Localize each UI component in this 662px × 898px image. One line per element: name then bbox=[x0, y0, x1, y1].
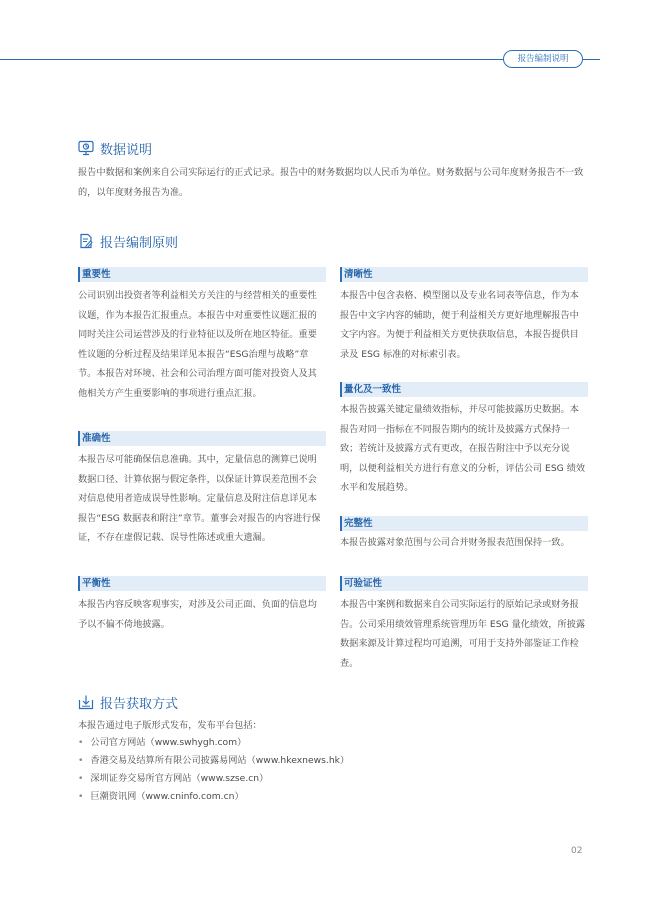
principles-title: 报告编制原则 bbox=[100, 235, 179, 251]
principle-tag-quantitative: 量化及一致性 bbox=[340, 382, 588, 397]
page-number: 02 bbox=[571, 846, 583, 856]
principle-text-completeness: 本报告披露对象范围与公司合并财务报表范围保持一致。 bbox=[340, 537, 570, 548]
list-item bbox=[78, 770, 349, 788]
principle-tag-completeness: 完整性 bbox=[340, 516, 588, 531]
principle-tag-verifiability: 可验证性 bbox=[340, 576, 588, 591]
access-heading bbox=[78, 692, 178, 712]
data-section-body: 报告中数据和案例来自公司实际运行的正式记录。报告中的财务数据均以人民币为单位。财务数据与公司年度财务报告不一致的，以年度财务报告为准。 bbox=[78, 167, 584, 198]
section-tag: 报告编制说明 bbox=[503, 50, 583, 68]
bullet-icon: • bbox=[78, 773, 84, 784]
principle-text-materiality: 公司识别出投资者等利益相关方关注的与经营相关的重要性议题，作为本报告汇报重点。本报告中对重要性议题汇报的同时关注公司运营涉及的行业特征以及所在地区特征。重要性议题的分析过程及结果详见本报告“ESG治理与战略”章节。本报告对环境、社会和公司治理方面可能对投资人及其他相关方产生重要影响的事项进行重点汇报。 bbox=[78, 290, 317, 399]
principle-tag-materiality: 重要性 bbox=[78, 267, 326, 282]
principle-text-accuracy: 本报告尽可能确保信息准确。其中，定量信息的测算已说明数据口径、计算依据与假定条件，以保证计算误差范围不会对信息使用者造成误导性影响。定量信息及附注信息详见本报告“ESG 数据表和附注”章节。董事会对报告的内容进行保证，不存在虚假记载、误导性陈述或重大遗漏。 bbox=[78, 454, 321, 543]
data-section-title: 数据说明 bbox=[100, 142, 153, 158]
access-intro: 本报告通过电子版形式发布，发布平台包括： bbox=[78, 720, 262, 731]
channel-text: 深圳证券交易所官方网站（www.szse.cn） bbox=[90, 773, 269, 784]
channel-text: 香港交易及结算所有限公司披露易网站（www.hkexnews.hk） bbox=[90, 755, 350, 766]
principle-text-clarity: 本报告中包含表格、模型图以及专业名词表等信息，作为本报告中文字内容的辅助，便于利益相关方更好地理解报告中文字内容。为便于利益相关方更快获取信息，本报告提供目录及 ESG 标准的对标索引表。 bbox=[340, 290, 579, 360]
list-item bbox=[78, 752, 349, 770]
channel-text: 巨潮资讯网（www.cninfo.com.cn） bbox=[90, 791, 244, 802]
principle-text-balance: 本报告内容反映客观事实，对涉及公司正面、负面的信息均予以不偏不倚地披露。 bbox=[78, 599, 317, 630]
principle-text-quantitative: 本报告披露关键定量绩效指标，并尽可能披露历史数据。本报告对同一指标在不同报告期内的统计及披露方式保持一致；若统计及披露方式有更改，在报告附注中予以充分说明，以便利益相关方进行有意义的分析，评估公司 ESG 绩效水平和发展趋势。 bbox=[340, 404, 586, 493]
principle-text-verifiability: 本报告中案例和数据来自公司实际运行的原始记录或财务报告。公司采用绩效管理系统管理历年 ESG 量化绩效，所披露数据来源及计算过程均可追溯，可用于支持外部鉴证工作检查。 bbox=[340, 599, 586, 669]
pen-edit-icon bbox=[78, 233, 94, 249]
access-channel-list bbox=[78, 734, 349, 806]
data-section-heading bbox=[78, 138, 152, 158]
access-title: 报告获取方式 bbox=[100, 696, 179, 712]
bullet-icon: • bbox=[78, 755, 84, 766]
bullet-icon: • bbox=[78, 791, 84, 802]
data-chart-icon bbox=[78, 140, 94, 156]
download-icon bbox=[78, 694, 94, 710]
channel-text: 公司官方网站（www.swhygh.com） bbox=[90, 737, 247, 748]
list-item bbox=[78, 734, 349, 752]
principle-tag-clarity: 清晰性 bbox=[340, 267, 588, 282]
list-item bbox=[78, 788, 349, 806]
bullet-icon: • bbox=[78, 737, 84, 748]
principle-tag-accuracy: 准确性 bbox=[78, 431, 326, 446]
principle-tag-balance: 平衡性 bbox=[78, 576, 326, 591]
principles-heading bbox=[78, 231, 178, 251]
